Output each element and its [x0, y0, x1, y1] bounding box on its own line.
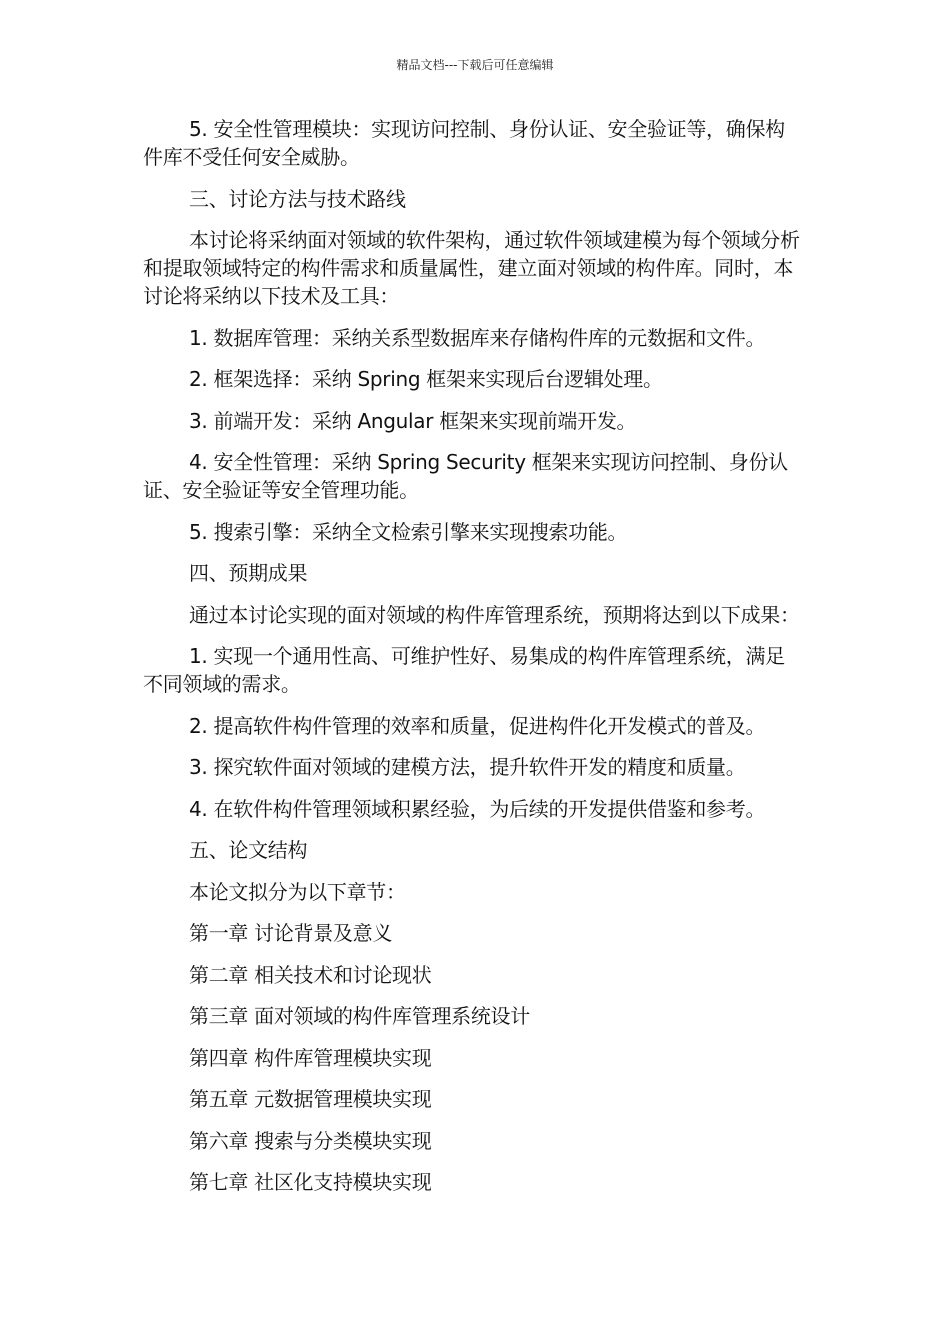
list-item-outcome-1: 1. 实现一个通用性高、可维护性好、易集成的构件库管理系统，满足不同领域的需求。 [143, 644, 785, 696]
page-header: 精品文档---下载后可任意编辑 [396, 58, 554, 72]
section-heading-structure: 五、论文结构 [189, 838, 308, 862]
chapter-item-2: 第二章 相关技术和讨论现状 [189, 962, 432, 987]
chapter-item-4: 第四章 构件库管理模块实现 [189, 1045, 432, 1070]
chapter-item-5: 第五章 元数据管理模块实现 [189, 1087, 432, 1111]
document-body [143, 115, 803, 1210]
list-item-search: 5. 搜索引擎：采纳全文检索引擎来实现搜索功能。 [189, 519, 628, 544]
paragraph-methods-intro: 本讨论将采纳面对领域的软件架构，通过软件领域建模为每个领域分析和提取领域特定的构件需求和质量属性，建立面对领域的构件库。同时，本讨论将采纳以下技术及工具： [143, 228, 800, 308]
list-item-database: 1. 数据库管理：采纳关系型数据库来存储构件库的元数据和文件。 [189, 325, 766, 350]
list-item-security: 4. 安全性管理：采纳 Spring Security 框架来实现访问控制、身份认证、安全验证等安全管理功能。 [143, 450, 788, 502]
section-heading-outcomes: 四、预期成果 [189, 561, 308, 585]
paragraph-security-module: 5. 安全性管理模块：实现访问控制、身份认证、安全验证等，确保构件库不受任何安全威胁。 [143, 117, 785, 169]
paragraph-structure-intro: 本论文拟分为以下章节： [189, 879, 406, 904]
chapter-item-6: 第六章 搜索与分类模块实现 [189, 1128, 432, 1153]
list-item-outcome-4: 4. 在软件构件管理领域积累经验，为后续的开发提供借鉴和参考。 [189, 796, 766, 821]
list-item-framework: 2. 框架选择：采纳 Spring 框架来实现后台逻辑处理。 [189, 367, 663, 391]
chapter-item-7: 第七章 社区化支持模块实现 [189, 1170, 432, 1194]
list-item-frontend: 3. 前端开发：采纳 Angular 框架来实现前端开发。 [189, 408, 637, 433]
chapter-item-3: 第三章 面对领域的构件库管理系统设计 [189, 1004, 530, 1028]
chapter-item-1: 第一章 讨论背景及意义 [189, 921, 393, 945]
paragraph-outcomes-intro: 通过本讨论实现的面对领域的构件库管理系统，预期将达到以下成果： [189, 602, 800, 627]
section-heading-methods: 三、讨论方法与技术路线 [189, 186, 406, 211]
list-item-outcome-3: 3. 探究软件面对领域的建模方法，提升软件开发的精度和质量。 [189, 755, 746, 779]
list-item-outcome-2: 2. 提高软件构件管理的效率和质量，促进构件化开发模式的普及。 [189, 713, 766, 738]
